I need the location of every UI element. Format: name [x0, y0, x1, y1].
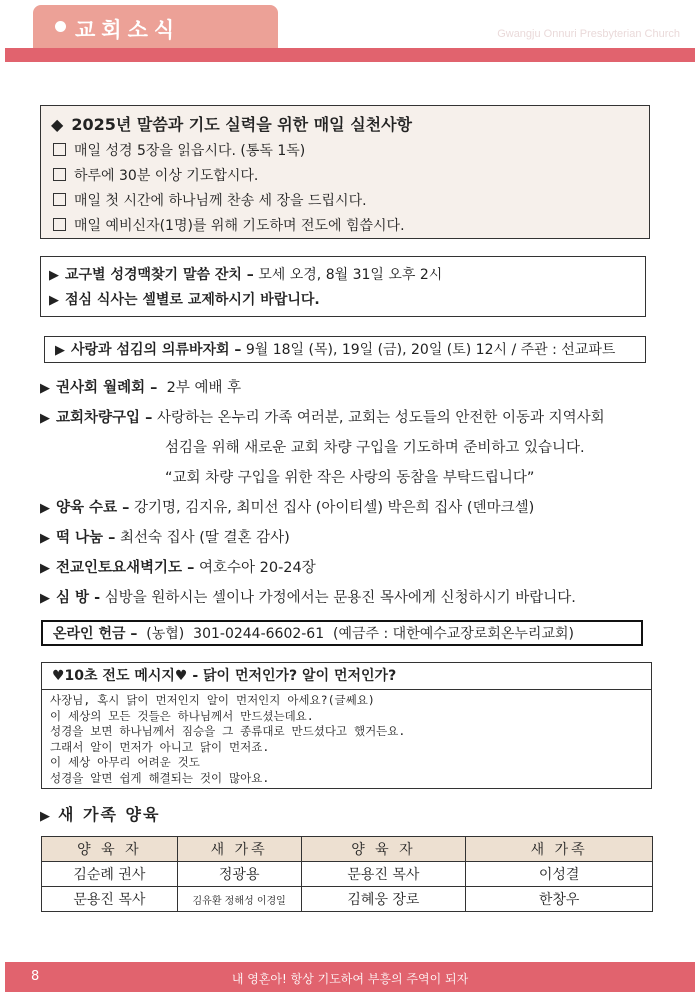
notice-vehicle-line2: 섬김을 위해 새로운 교회 차량 구입을 기도하며 준비하고 있습니다. — [165, 440, 585, 456]
column-header: 새 가족 — [177, 837, 301, 862]
bazaar-line: ▶ 사랑과 섬김의 의류바자회 – 9월 18일 (목), 19일 (금), 20일 (토) 12시 / 주관 : 선교파트 — [55, 342, 616, 358]
church-name: Gwangju Onnuri Presbyterian Church — [497, 28, 680, 40]
bullet-dot-icon — [55, 21, 66, 32]
evangelism-title: ♥10초 전도 메시지♥ - 닭이 먼저인가? 알이 먼저인가? — [42, 663, 651, 690]
header-band — [5, 48, 695, 62]
evangelism-line: 사장님, 혹시 닭이 먼저인지 알이 먼저인지 아세요?(글쎄요) — [50, 693, 375, 707]
evangelism-body — [42, 690, 651, 789]
notice-visit: ▶ 심 방 - 심방을 원하시는 셀이나 가정에서는 문용진 목사에게 신청하시기 바랍니다. — [40, 590, 576, 606]
notice-dawn-prayer: ▶ 전교인토요새벽기도 – 여호수아 20-24장 — [40, 560, 316, 576]
checkbox-icon — [53, 168, 66, 181]
daily-practice-box — [40, 105, 650, 239]
new-family-title: ▶ 새 가족 양육 — [40, 805, 161, 824]
section-title: 교회소식 — [75, 18, 181, 42]
practice-item: 하루에 30분 이상 기도합시다. — [51, 164, 639, 189]
table-row — [42, 887, 653, 912]
checkbox-icon — [53, 143, 66, 156]
offering-box — [41, 620, 643, 646]
notice-nurture: ▶ 양육 수료 – 강기명, 김지유, 최미선 집사 (아이티셀) 박은희 집사 (덴마크셀) — [40, 500, 535, 516]
notice-vehicle-line3: “교회 차량 구입을 위한 작은 사랑의 동참을 부탁드립니다” — [165, 470, 535, 486]
triangle-bullet-icon: ▶ — [40, 411, 50, 426]
table-cell: 이성결 — [466, 862, 653, 887]
table-cell: 김유환 정해성 이경일 — [177, 887, 301, 912]
practice-item: 매일 첫 시간에 하나님께 찬송 세 장을 드립시다. — [51, 189, 639, 214]
page-number: 8 — [31, 969, 40, 984]
bazaar-box — [44, 336, 646, 363]
triangle-bullet-icon: ▶ — [40, 561, 50, 576]
section-tab — [33, 5, 278, 48]
checkbox-icon — [53, 193, 66, 206]
notice-rice-cake: ▶ 떡 나눔 – 최선숙 집사 (딸 결혼 감사) — [40, 530, 290, 546]
triangle-bullet-icon: ▶ — [40, 809, 52, 824]
triangle-bullet-icon: ▶ — [40, 501, 50, 516]
bible-event-line: ▶ 교구별 성경맥찾기 말씀 잔치 – 모세 오경, 8월 31일 오후 2시 — [49, 267, 443, 283]
evangelism-line: 성경을 알면 쉽게 해결되는 것이 많아요. — [50, 770, 270, 785]
triangle-bullet-icon: ▶ — [40, 591, 50, 606]
triangle-bullet-icon: ▶ — [49, 268, 59, 283]
triangle-bullet-icon: ▶ — [49, 293, 59, 308]
table-cell: 문용진 목사 — [42, 887, 178, 912]
notice-elders: ▶ 권사회 월례회 – 2부 예배 후 — [40, 380, 242, 396]
triangle-bullet-icon: ▶ — [55, 343, 65, 358]
table-row — [42, 862, 653, 887]
account-number: 301-0244-6602-61 — [193, 626, 325, 642]
lunch-notice-line: ▶ 점심 식사는 셀별로 교제하시기 바랍니다. — [49, 292, 320, 308]
column-header: 새 가족 — [466, 837, 653, 862]
footer-band — [5, 962, 695, 992]
triangle-bullet-icon: ▶ — [40, 531, 50, 546]
evangelism-line: 그래서 알이 먼저가 아니고 닭이 먼저죠. — [50, 739, 270, 754]
table-cell: 김혜웅 장로 — [301, 887, 466, 912]
footer-motto: 내 영혼아! 항상 기도하여 부흥의 주역이 되자 — [231, 972, 469, 986]
table-cell: 김순례 권사 — [42, 862, 178, 887]
diamond-icon: ◆ — [51, 115, 64, 134]
evangelism-line: 이 세상의 모든 것들은 하나님께서 만드셨는데요. — [50, 708, 314, 723]
column-header: 양 육 자 — [301, 837, 466, 862]
practice-item: 매일 성경 5장을 읽읍시다. (통독 1독) — [51, 139, 639, 164]
evangelism-line: 성경을 보면 하나님께서 짐승을 그 종류대로 만드셨다고 했거든요. — [50, 724, 406, 738]
new-family-table — [41, 836, 653, 912]
triangle-bullet-icon: ▶ — [40, 381, 50, 396]
checkbox-icon — [53, 218, 66, 231]
table-cell: 한창우 — [466, 887, 653, 912]
practice-title: ◆ 2025년 말씀과 기도 실력을 위한 매일 실천사항 — [51, 115, 413, 134]
table-cell: 정광용 — [177, 862, 301, 887]
evangelism-box — [41, 662, 652, 789]
evangelism-line: 이 세상 아무리 어려운 것도 — [50, 755, 200, 769]
notice-vehicle: ▶ 교회차량구입 – 사랑하는 온누리 가족 여러분, 교회는 성도들의 안전한 이동과 지역사회 — [40, 410, 605, 426]
table-header-row — [42, 837, 653, 862]
bible-event-box — [40, 256, 646, 317]
table-cell: 문용진 목사 — [301, 862, 466, 887]
column-header: 양 육 자 — [42, 837, 178, 862]
practice-item: 매일 예비신자(1명)를 위해 기도하며 전도에 힘씁시다. — [51, 214, 639, 239]
offering-line: 온라인 헌금 – (농협) 301-0244-6602-61 (예금주 : 대한예수교장로회온누리교회) — [53, 626, 574, 642]
